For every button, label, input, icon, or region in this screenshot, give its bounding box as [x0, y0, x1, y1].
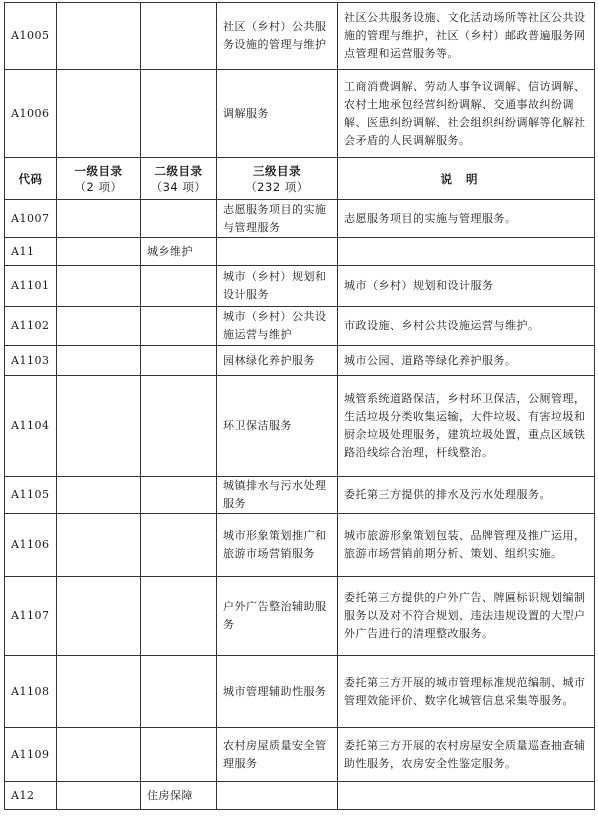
row-description: 委托第三方提供的排水及污水处理服务。 [338, 477, 595, 514]
row-level3: 城市（乡村）公共设施运营与维护 [217, 307, 338, 346]
row-level3: 社区（乡村）公共服务设施的管理与维护 [217, 3, 338, 70]
row-level2 [141, 266, 217, 307]
row-description: 城管系统道路保洁，乡村环卫保洁，公厕管理，生活垃圾分类收集运输，大件垃圾、有害垃圾和厨余垃圾处理服务，建筑垃圾处置，重点区域铁路沿线综合治理，杆线整治。 [338, 376, 595, 477]
row-code: A12 [5, 782, 57, 810]
table-row [5, 3, 595, 70]
row-level1 [57, 477, 141, 514]
row-level2 [141, 307, 217, 346]
row-code: A1007 [5, 200, 57, 238]
service-catalog-table [4, 2, 595, 810]
row-code: A1109 [5, 728, 57, 782]
row-description [338, 782, 595, 810]
row-level1 [57, 728, 141, 782]
row-level3 [217, 238, 338, 266]
row-code: A1104 [5, 376, 57, 477]
row-level3: 农村房屋质量安全管理服务 [217, 728, 338, 782]
header-code: 代码 [5, 158, 57, 200]
row-level3: 调解服务 [217, 70, 338, 158]
row-level1 [57, 346, 141, 376]
row-description: 城市公园、道路等绿化养护服务。 [338, 346, 595, 376]
row-code: A1105 [5, 477, 57, 514]
row-level1 [57, 238, 141, 266]
row-description: 社区公共服务设施、文化活动场所等社区公共设施的管理与维护，社区（乡村）邮政普遍服务网点管理和运营服务等。 [338, 3, 595, 70]
row-code: A1101 [5, 266, 57, 307]
header-level2-label: 二级目录 [154, 163, 203, 178]
row-level3: 城市形象策划推广和旅游市场营销服务 [217, 514, 338, 577]
header-level1-label: 一级目录 [74, 163, 123, 178]
row-level1 [57, 577, 141, 656]
row-level3: 城镇排水与污水处理服务 [217, 477, 338, 514]
row-level2: 城乡维护 [141, 238, 217, 266]
row-level1 [57, 514, 141, 577]
row-level1 [57, 266, 141, 307]
table-row [5, 266, 595, 307]
row-description: 委托第三方开展的农村房屋安全质量巡查抽查辅助性服务，农房安全性鉴定服务。 [338, 728, 595, 782]
row-level1 [57, 376, 141, 477]
table-row [5, 577, 595, 656]
row-level3: 城市管理辅助性服务 [217, 656, 338, 728]
table-row [5, 514, 595, 577]
row-level3: 城市（乡村）规划和设计服务 [217, 266, 338, 307]
row-level1 [57, 656, 141, 728]
header-level2 [141, 158, 217, 200]
row-code: A1108 [5, 656, 57, 728]
table-row [5, 70, 595, 158]
row-level3: 环卫保洁服务 [217, 376, 338, 477]
table-row [5, 376, 595, 477]
row-description: 委托第三方提供的户外广告、牌匾标识规划编制服务以及对不符合规划、违法违规设置的大型户外广告进行的清理整改服务。 [338, 577, 595, 656]
row-level2 [141, 346, 217, 376]
row-level3: 志愿服务项目的实施与管理服务 [217, 200, 338, 238]
header-description: 说明 [338, 158, 595, 200]
row-level2 [141, 577, 217, 656]
row-level1 [57, 70, 141, 158]
row-level2 [141, 376, 217, 477]
row-description: 志愿服务项目的实施与管理服务。 [338, 200, 595, 238]
row-level2 [141, 728, 217, 782]
row-description: 城市（乡村）规划和设计服务 [338, 266, 595, 307]
header-level3-count: （232 项） [245, 179, 309, 194]
row-description [338, 238, 595, 266]
table-row [5, 200, 595, 238]
row-level2 [141, 70, 217, 158]
row-code: A11 [5, 238, 57, 266]
row-code: A1103 [5, 346, 57, 376]
table-row [5, 346, 595, 376]
row-description: 委托第三方开展的城市管理标准规范编制、城市管理效能评价、数字化城管信息采集等服务。 [338, 656, 595, 728]
row-level2 [141, 656, 217, 728]
table-row [5, 477, 595, 514]
row-description: 工商消费调解、劳动人事争议调解、信访调解、农村土地承包经营纠纷调解、交通事故纠纷调解、医患纠纷调解、社会组织纠纷调解等化解社会矛盾的人民调解服务。 [338, 70, 595, 158]
row-level2 [141, 200, 217, 238]
table-row [5, 307, 595, 346]
row-code: A1006 [5, 70, 57, 158]
row-level3 [217, 782, 338, 810]
row-level3: 户外广告整治辅助服务 [217, 577, 338, 656]
row-level2: 住房保障 [141, 782, 217, 810]
header-level3-label: 三级目录 [253, 163, 301, 178]
row-level2 [141, 477, 217, 514]
header-level3 [217, 158, 338, 200]
table-header-row [5, 158, 595, 200]
row-code: A1005 [5, 3, 57, 70]
row-description: 市政设施、乡村公共设施运营与维护。 [338, 307, 595, 346]
row-level2 [141, 3, 217, 70]
table-row [5, 656, 595, 728]
row-level1 [57, 200, 141, 238]
row-level1 [57, 307, 141, 346]
row-code: A1106 [5, 514, 57, 577]
header-level2-count: （34 项） [150, 179, 207, 194]
row-description: 城市旅游形象策划包装、品牌管理及推广运用，旅游市场营销前期分析、策划、组织实施。 [338, 514, 595, 577]
header-level1-count: （2 项） [74, 179, 123, 194]
row-level2 [141, 514, 217, 577]
row-code: A1107 [5, 577, 57, 656]
table-row [5, 782, 595, 810]
row-code: A1102 [5, 307, 57, 346]
table-row [5, 238, 595, 266]
row-level1 [57, 3, 141, 70]
row-level1 [57, 782, 141, 810]
table-row [5, 728, 595, 782]
header-level1 [57, 158, 141, 200]
row-level3: 园林绿化养护服务 [217, 346, 338, 376]
